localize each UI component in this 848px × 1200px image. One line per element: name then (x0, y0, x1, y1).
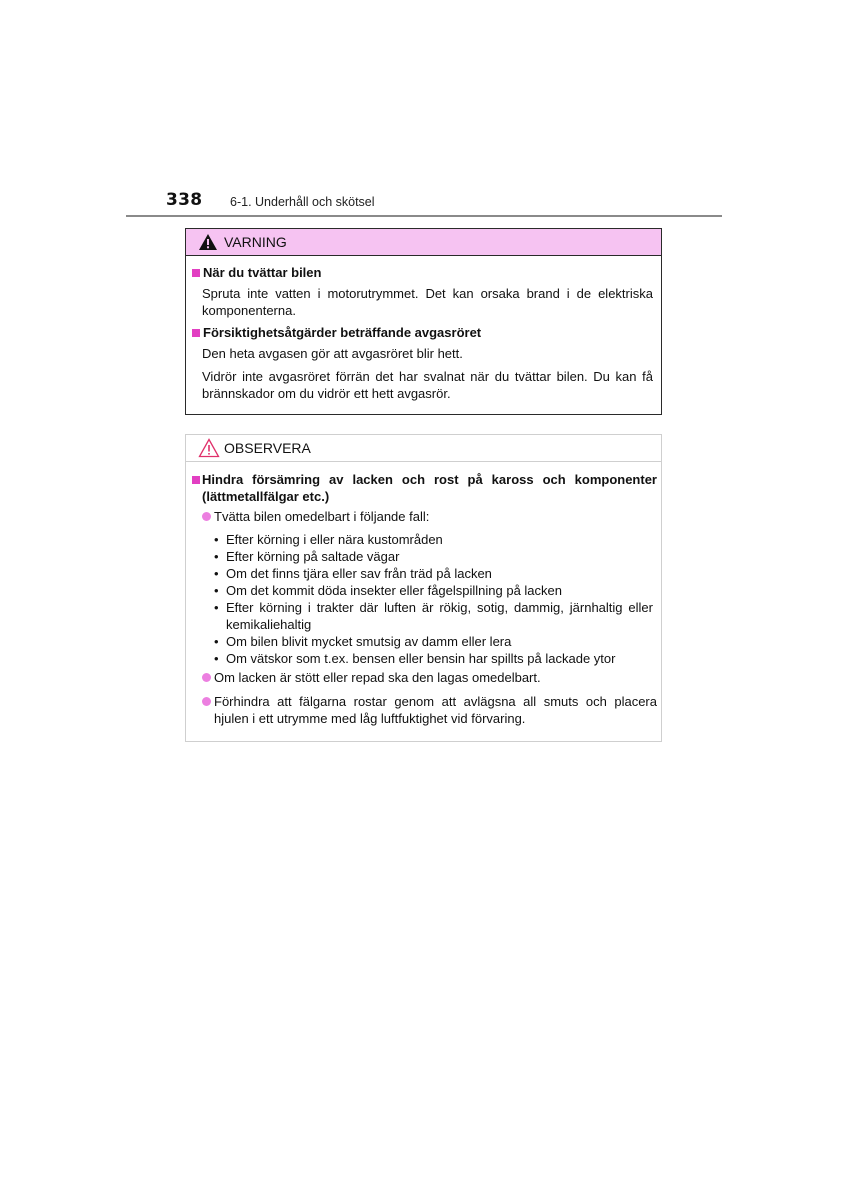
square-bullet-icon (192, 269, 200, 277)
square-bullet-icon (192, 329, 200, 337)
notice-point: hjulen i ett utrymme med låg luftfuktighet vid förvaring. (214, 711, 526, 726)
notice-point: Förhindra att fälgarna rostar genom att avlägsna all smuts och placera (214, 694, 657, 709)
warning-text-line: komponenterna. (202, 303, 296, 318)
round-bullet-icon (202, 512, 211, 521)
notice-intro: Tvätta bilen omedelbart i följande fall: (214, 509, 430, 524)
warning-text-line: Vidrör inte avgasröret förrän det har svalnat när du tvättar bilen. Du kan få (202, 369, 653, 384)
warning-title: VARNING (224, 234, 287, 250)
list-bullet: • (214, 651, 219, 666)
list-bullet: • (214, 566, 219, 581)
notice-heading: Hindra försämring av lacken och rost på kaross och komponenter (202, 472, 657, 487)
notice-heading: (lättmetallfälgar etc.) (202, 489, 330, 504)
round-bullet-icon (202, 697, 211, 706)
caution-triangle-icon (198, 438, 220, 458)
warning-text-line: Spruta inte vatten i motorutrymmet. Det kan orsaka brand i de elektriska (202, 286, 653, 301)
warning-heading: När du tvättar bilen (203, 265, 322, 280)
warning-header (186, 229, 661, 256)
page-header (126, 190, 722, 218)
notice-header (186, 435, 661, 462)
list-item: Om vätskor som t.ex. bensen eller bensin har spillts på lackade ytor (226, 651, 616, 666)
list-item: Efter körning i eller nära kustområden (226, 532, 443, 547)
warning-heading: Försiktighetsåtgärder beträffande avgasröret (203, 325, 482, 340)
notice-title: OBSERVERA (224, 440, 311, 456)
list-item: Efter körning på saltade vägar (226, 549, 400, 564)
section-title: 6-1. Underhåll och skötsel (230, 195, 375, 209)
round-bullet-icon (202, 673, 211, 682)
notice-point: Om lacken är stött eller repad ska den lagas omedelbart. (214, 670, 541, 685)
warning-text-line: Den heta avgasen gör att avgasröret blir hett. (202, 346, 463, 361)
header-divider (126, 215, 722, 217)
list-item: Efter körning i trakter där luften är rökig, sotig, dammig, järnhaltig eller (226, 600, 653, 615)
list-item: Om bilen blivit mycket smutsig av damm eller lera (226, 634, 512, 649)
warning-text-line: brännskador om du vidrör ett hett avgasrör. (202, 386, 451, 401)
warning-box (185, 228, 662, 415)
list-item: Om det finns tjära eller sav från träd på lacken (226, 566, 492, 581)
list-bullet: • (214, 549, 219, 564)
list-bullet: • (214, 600, 219, 615)
list-bullet: • (214, 532, 219, 547)
warning-triangle-icon (198, 233, 218, 251)
list-item: kemikaliehaltig (226, 617, 312, 632)
list-item: Om det kommit döda insekter eller fågelspillning på lacken (226, 583, 563, 598)
notice-box (185, 434, 662, 742)
list-bullet: • (214, 583, 219, 598)
page-number: 338 (166, 190, 203, 210)
list-bullet: • (214, 634, 219, 649)
square-bullet-icon (192, 476, 200, 484)
